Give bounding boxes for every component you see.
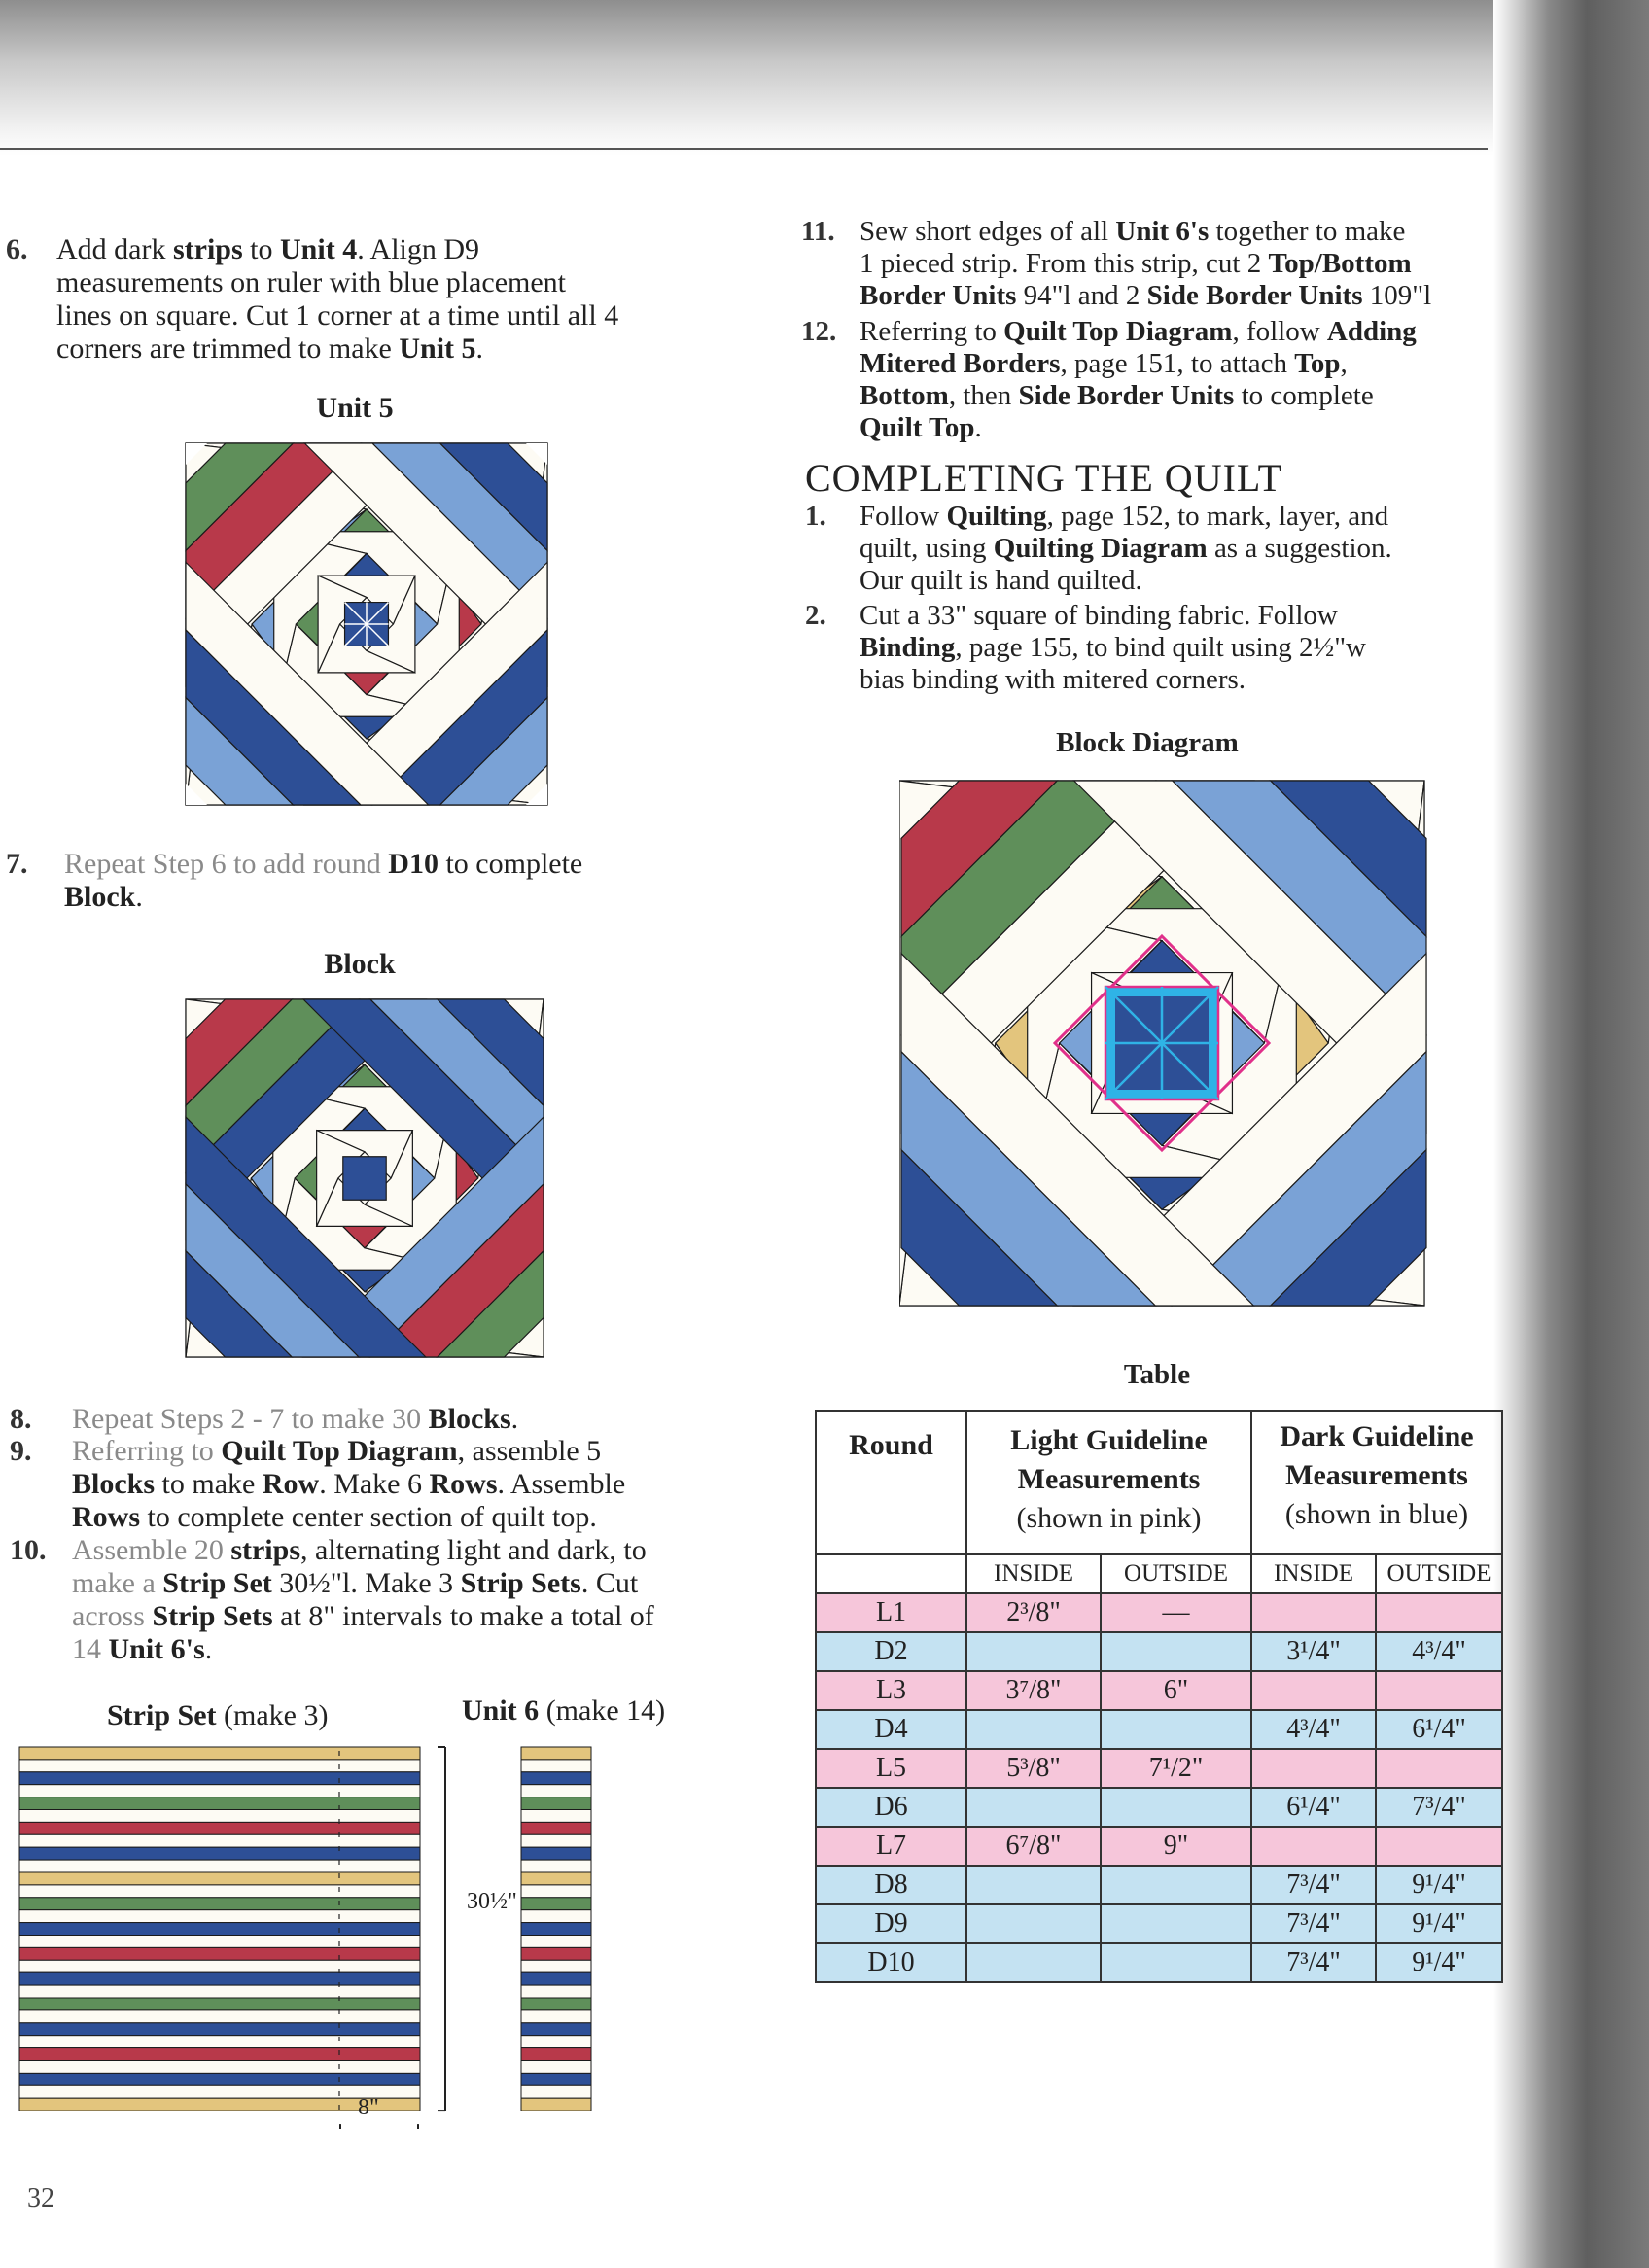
strip-set-width-label: 8" <box>358 2095 379 2120</box>
text: Add dark <box>56 233 173 265</box>
strip-set-band <box>19 1747 420 1760</box>
step-number: 8. <box>10 1403 32 1435</box>
step-text <box>56 233 737 366</box>
header-dark-title: Dark Guideline <box>1280 1420 1474 1452</box>
table-cell-light-out <box>1101 1788 1251 1827</box>
table-cell-round: D4 <box>816 1710 966 1749</box>
table-cell-dark-in <box>1251 1749 1376 1788</box>
text: make a <box>72 1567 163 1599</box>
unit6-band <box>521 1960 591 1972</box>
subheader-dark-inside: INSIDE <box>1251 1554 1376 1593</box>
text: 94"l and 2 <box>1016 280 1147 311</box>
left-column <box>0 0 758 2268</box>
strip-set-band <box>19 1923 420 1936</box>
text-bold: strips <box>230 1534 301 1566</box>
header-dark-title-2: Measurements <box>1285 1459 1468 1491</box>
table-cell-dark-out: 6¹/4" <box>1376 1710 1502 1749</box>
table-cell-dark-in <box>1251 1827 1376 1866</box>
step-12 <box>801 316 1501 452</box>
table-cell-round: L5 <box>816 1749 966 1788</box>
text: together to make <box>1209 216 1406 247</box>
strip-set-band <box>19 1810 420 1823</box>
text: . <box>974 412 982 443</box>
table-cell-light-out <box>1101 1710 1251 1749</box>
unit6-band <box>521 1885 591 1898</box>
text-bold: Mitered Borders <box>860 348 1061 379</box>
unit6-band <box>521 1872 591 1885</box>
step-number: 10. <box>10 1534 47 1566</box>
unit6-caption <box>462 1694 754 1727</box>
text: bias binding with mitered corners. <box>860 664 1246 695</box>
text: 109"l <box>1362 280 1432 311</box>
table-cell-dark-out: 9¹/4" <box>1376 1904 1502 1943</box>
text: , follow <box>1232 316 1327 347</box>
strip-set-band <box>19 1910 420 1923</box>
text: (make 3) <box>216 1699 329 1731</box>
strip-set-band <box>19 1760 420 1772</box>
text: corners are trimmed to make <box>56 332 400 365</box>
header-dark-note: (shown in blue) <box>1284 1498 1469 1530</box>
measurement-table <box>815 1410 1503 1983</box>
subheader-dark-outside: OUTSIDE <box>1376 1554 1502 1593</box>
text-bold: Adding <box>1326 316 1417 347</box>
step-9 <box>10 1435 749 1542</box>
block-diagram-caption: Block Diagram <box>1056 727 1239 758</box>
subheader-light-outside: OUTSIDE <box>1101 1554 1251 1593</box>
text: , then <box>948 380 1019 411</box>
text-bold: Row <box>262 1468 320 1500</box>
unit6-band <box>521 1810 591 1823</box>
unit6-band <box>521 2085 591 2098</box>
text: Referring to <box>860 316 1004 347</box>
table-row <box>816 1788 1502 1827</box>
unit6-band <box>521 1860 591 1872</box>
table-cell-light-in <box>966 1632 1101 1671</box>
text: 1 pieced strip. From this strip, cut 2 <box>860 248 1269 279</box>
text: . Assemble <box>497 1468 626 1500</box>
strip-set-band <box>19 2061 420 2074</box>
text: to complete <box>438 848 583 880</box>
text: lines on square. Cut 1 corner at a time until all 4 <box>56 299 619 331</box>
table-cell-dark-in: 7³/4" <box>1251 1943 1376 1982</box>
table-cell-round: D9 <box>816 1904 966 1943</box>
table-cell-light-in <box>966 1788 1101 1827</box>
strip-set-band <box>19 2010 420 2023</box>
text: . <box>510 1403 519 1435</box>
text-bold: Bottom <box>860 380 949 411</box>
table-cell-light-out <box>1101 1632 1251 1671</box>
header-light-title: Light Guideline <box>1010 1424 1208 1456</box>
unit6-band <box>521 2010 591 2023</box>
text: Referring to <box>72 1435 222 1467</box>
strip-set-band <box>19 1885 420 1898</box>
table-cell-dark-out <box>1376 1593 1502 1632</box>
text: . Cut <box>580 1567 639 1599</box>
text-bold: Block <box>64 881 136 913</box>
text: measurements on ruler with blue placement <box>56 266 566 298</box>
table-cell-light-out: 7¹/2" <box>1101 1749 1251 1788</box>
text: . Align D9 <box>357 233 480 265</box>
unit6-band <box>521 1834 591 1847</box>
strip-set-band <box>19 2073 420 2085</box>
table-cell-light-out <box>1101 1943 1251 1982</box>
table-cell-dark-in: 7³/4" <box>1251 1904 1376 1943</box>
strip-set-caption <box>107 1699 399 1732</box>
text: Our quilt is hand quilted. <box>860 565 1142 596</box>
step-6 <box>6 233 745 369</box>
table-cell-dark-out: 7³/4" <box>1376 1788 1502 1827</box>
unit6-band <box>521 1898 591 1910</box>
unit6-band <box>521 1797 591 1810</box>
unit6-band <box>521 1910 591 1923</box>
header-light-note: (shown in pink) <box>1016 1502 1202 1534</box>
table-cell-light-in <box>966 1943 1101 1982</box>
text: (make 14) <box>539 1694 666 1727</box>
unit6-band <box>521 2073 591 2085</box>
text: Sew short edges of all <box>860 216 1116 247</box>
text-bold: D10 <box>388 848 439 880</box>
strip-set-band <box>19 1936 420 1948</box>
text: Follow <box>860 501 947 532</box>
block-caption: Block <box>324 948 396 980</box>
text: to <box>242 233 281 265</box>
strip-set-band <box>19 1872 420 1885</box>
unit6-band <box>521 1936 591 1948</box>
strip-set-band <box>19 1960 420 1972</box>
text-bold: Strip Sets <box>152 1600 273 1632</box>
text: . <box>475 332 484 365</box>
unit6-band <box>521 1947 591 1960</box>
block-center <box>343 1157 386 1200</box>
step-text <box>72 1534 753 1666</box>
text: 30½"l. Make 3 <box>271 1567 461 1599</box>
unit6-band <box>521 2023 591 2036</box>
text-bold: Strip Sets <box>460 1567 581 1599</box>
table-cell-round: L7 <box>816 1827 966 1866</box>
text: to complete center section of quilt top. <box>140 1501 597 1533</box>
unit6-band <box>521 1972 591 1985</box>
unit6-band <box>521 1785 591 1797</box>
text: 14 <box>72 1633 109 1665</box>
step-text <box>72 1435 753 1534</box>
unit6-band <box>521 1847 591 1860</box>
unit6-band <box>521 2098 591 2111</box>
text: Repeat Step 6 to add round <box>64 848 389 880</box>
text: . <box>204 1633 213 1665</box>
unit6-band <box>521 1985 591 1998</box>
step-10 <box>10 1534 749 1670</box>
table-row <box>816 1710 1502 1749</box>
step-text <box>64 848 745 914</box>
table-cell-dark-in: 7³/4" <box>1251 1866 1376 1904</box>
header-light <box>966 1411 1251 1554</box>
text-bold: Binding <box>860 632 956 663</box>
strip-set-diagram <box>18 1745 611 2129</box>
strip-set-band <box>19 1772 420 1785</box>
step-text <box>860 501 1521 597</box>
table-cell-round: D8 <box>816 1866 966 1904</box>
header-light-title-2: Measurements <box>1017 1463 1201 1495</box>
subheader-empty <box>816 1554 966 1593</box>
table-cell-dark-out <box>1376 1671 1502 1710</box>
table-cell-dark-in: 4³/4" <box>1251 1710 1376 1749</box>
text: quilt, using <box>860 533 994 564</box>
step-text <box>72 1403 753 1436</box>
unit5-caption: Unit 5 <box>316 392 394 424</box>
step-number: 7. <box>6 848 28 880</box>
table-cell-dark-in <box>1251 1671 1376 1710</box>
block-diagram <box>185 994 544 1363</box>
table-cell-dark-out: 4³/4" <box>1376 1632 1502 1671</box>
table-cell-dark-out <box>1376 1749 1502 1788</box>
step-number: 11. <box>801 216 835 247</box>
unit6-band <box>521 1923 591 1936</box>
section-heading: COMPLETING THE QUILT <box>805 456 1283 500</box>
subheader-light-inside: INSIDE <box>966 1554 1101 1593</box>
strip-set-band <box>19 1998 420 2010</box>
text-bold: Blocks <box>72 1468 156 1500</box>
table-cell-light-out <box>1101 1866 1251 1904</box>
step-number: 6. <box>6 233 28 265</box>
text-bold: Top/Bottom <box>1268 248 1412 279</box>
table-row <box>816 1749 1502 1788</box>
header-round: Round <box>816 1411 966 1554</box>
table-row <box>816 1904 1502 1943</box>
text-bold: Strip Set <box>107 1699 217 1731</box>
text-bold: Quilt Top Diagram <box>1003 316 1233 347</box>
table-row <box>816 1866 1502 1904</box>
text-bold: Blocks <box>428 1403 511 1435</box>
text-bold: Top <box>1294 348 1341 379</box>
strip-set-band <box>19 2036 420 2048</box>
step-8 <box>10 1403 749 1438</box>
table-cell-light-in: 6⁷/8" <box>966 1827 1101 1866</box>
table-row <box>816 1943 1502 1982</box>
text: , page 155, to bind quilt using 2½"w <box>955 632 1366 663</box>
strip-set-band <box>19 1860 420 1872</box>
text: across <box>72 1600 153 1632</box>
step-number: 1. <box>805 501 826 532</box>
text-bold: Strip Set <box>162 1567 272 1599</box>
unit5-diagram <box>185 439 548 809</box>
strip-set-band <box>19 1797 420 1810</box>
text: , page 151, to attach <box>1060 348 1295 379</box>
text: Cut a 33" square of binding fabric. Follow <box>860 600 1338 631</box>
text: , page 152, to mark, layer, and <box>1046 501 1389 532</box>
table-cell-light-in <box>966 1866 1101 1904</box>
table-cell-round: L3 <box>816 1671 966 1710</box>
text: , assemble 5 <box>457 1435 602 1467</box>
text-bold: Side Border Units <box>1146 280 1363 311</box>
step-number: 9. <box>10 1435 32 1467</box>
text-bold: Rows <box>429 1468 498 1500</box>
strip-set-band <box>19 1847 420 1860</box>
step-7 <box>6 848 745 925</box>
table-cell-light-out <box>1101 1904 1251 1943</box>
text: as a suggestion. <box>1207 533 1392 564</box>
text-bold: Quilting <box>946 501 1047 532</box>
text-bold: Quilting Diagram <box>993 533 1208 564</box>
unit6-band <box>521 1822 591 1834</box>
table-cell-light-in: 2³/8" <box>966 1593 1101 1632</box>
table-cell-light-in <box>966 1710 1101 1749</box>
completing-step-1 <box>805 501 1505 608</box>
table-row <box>816 1632 1502 1671</box>
block-diagram-with-guidelines <box>899 773 1429 1317</box>
text: Assemble 20 <box>72 1534 231 1566</box>
text-bold: Border Units <box>860 280 1017 311</box>
step-text <box>860 216 1521 312</box>
table-cell-dark-out: 9¹/4" <box>1376 1866 1502 1904</box>
table-cell-light-in: 3⁷/8" <box>966 1671 1101 1710</box>
text-bold: Unit 6's <box>108 1633 205 1665</box>
table-cell-light-in <box>966 1904 1101 1943</box>
text-bold: Rows <box>72 1501 141 1533</box>
step-text <box>860 600 1521 696</box>
table-cell-round: D6 <box>816 1788 966 1827</box>
unit6-band <box>521 1760 591 1772</box>
unit6-band <box>521 2061 591 2074</box>
strip-set-band <box>19 2023 420 2036</box>
text: at 8" intervals to make a total of <box>272 1600 654 1632</box>
text: , <box>1340 348 1348 379</box>
strip-set-band <box>19 1985 420 1998</box>
table-cell-light-out: — <box>1101 1593 1251 1632</box>
strip-set-band <box>19 1972 420 1985</box>
step-number: 2. <box>805 600 826 631</box>
table-row <box>816 1671 1502 1710</box>
page-number: 32 <box>27 2183 54 2214</box>
table-cell-round: D2 <box>816 1632 966 1671</box>
text: Repeat Steps 2 - 7 to make 30 <box>72 1403 429 1435</box>
table-cell-round: D10 <box>816 1943 966 1982</box>
text-bold: Unit 6 <box>462 1694 540 1727</box>
strip-set-band <box>19 1834 420 1847</box>
strip-set-band <box>19 1785 420 1797</box>
step-number: 12. <box>801 316 837 347</box>
strip-set-band <box>19 1822 420 1834</box>
strip-set-length-label: 30½" <box>467 1889 517 1914</box>
strip-set-band <box>19 2048 420 2061</box>
unit6-band <box>521 2048 591 2061</box>
table-cell-dark-in: 3¹/4" <box>1251 1632 1376 1671</box>
table-cell-light-out: 9" <box>1101 1827 1251 1866</box>
text: to complete <box>1234 380 1374 411</box>
table-row <box>816 1593 1502 1632</box>
text: . Make 6 <box>319 1468 430 1500</box>
table-cell-dark-out <box>1376 1827 1502 1866</box>
table-cell-light-out: 6" <box>1101 1671 1251 1710</box>
step-11 <box>801 216 1501 323</box>
unit6-band <box>521 1772 591 1785</box>
unit6-band <box>521 2036 591 2048</box>
table-cell-light-in: 5³/8" <box>966 1749 1101 1788</box>
unit6-band <box>521 1998 591 2010</box>
header-dark <box>1251 1411 1502 1554</box>
table-cell-dark-out: 9¹/4" <box>1376 1943 1502 1982</box>
text-bold: Quilt Top <box>860 412 975 443</box>
step-text <box>860 316 1521 444</box>
text: , alternating light and dark, to <box>300 1534 647 1566</box>
text-bold: Side Border Units <box>1018 380 1235 411</box>
unit6-band <box>521 1747 591 1760</box>
text-bold: Unit 6's <box>1115 216 1210 247</box>
table-cell-round: L1 <box>816 1593 966 1632</box>
completing-step-2 <box>805 600 1505 707</box>
strip-set-band <box>19 1947 420 1960</box>
text-bold: Unit 5 <box>399 332 476 365</box>
table-caption: Table <box>1123 1359 1191 1390</box>
table-cell-dark-in <box>1251 1593 1376 1632</box>
text-bold: strips <box>172 233 243 265</box>
text-bold: Quilt Top Diagram <box>221 1435 458 1467</box>
text: . <box>135 881 143 913</box>
text-bold: Unit 4 <box>280 233 358 265</box>
strip-set-band <box>19 1898 420 1910</box>
table-row <box>816 1827 1502 1866</box>
text: to make <box>155 1468 263 1500</box>
table-cell-dark-in: 6¹/4" <box>1251 1788 1376 1827</box>
